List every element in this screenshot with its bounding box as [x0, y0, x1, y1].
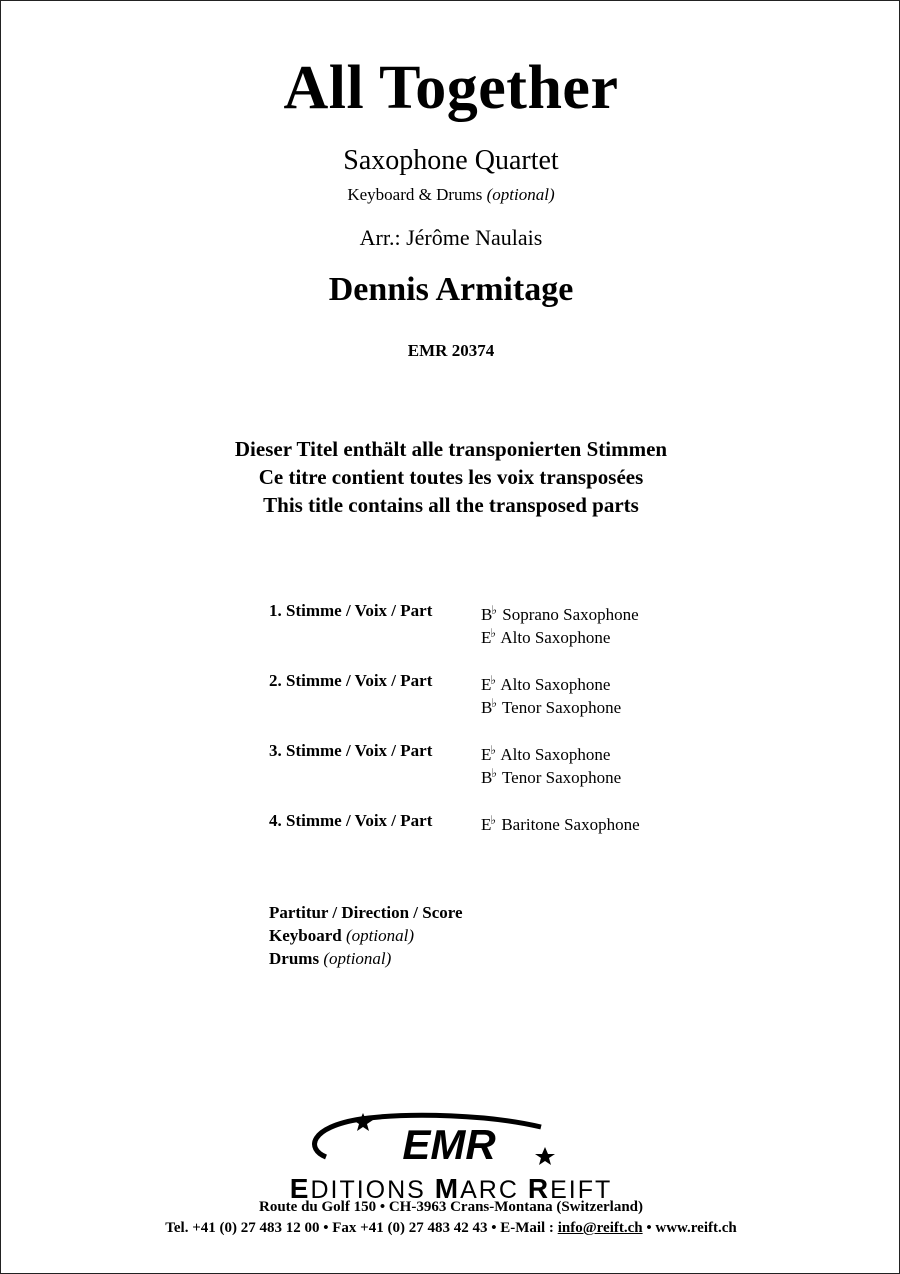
logo-text: EMR [402, 1121, 496, 1168]
publisher-contact: Tel. +41 (0) 27 483 12 00 • Fax +41 (0) 27 483 42 43 • E-Mail : info@reift.ch • www.reift.ch [165, 1220, 737, 1236]
part-label: 3. Stimme / Voix / Part [269, 741, 433, 760]
part-instrument: B♭ Soprano Saxophone [481, 603, 639, 624]
part-instruments [481, 671, 621, 717]
notice-line-de: Dieser Titel enthält alle transponierten Stimmen [234, 437, 668, 461]
part-instruments [481, 601, 639, 647]
flat-icon: ♭ [490, 673, 497, 687]
part-instrument: E♭ Alto Saxophone [481, 626, 611, 647]
optional-note: (optional) [486, 185, 555, 204]
part-instruments [481, 741, 621, 787]
part-instrument: E♭ Baritone Saxophone [481, 813, 640, 834]
part-label: 1. Stimme / Voix / Part [269, 601, 433, 620]
email-link[interactable]: info@reift.ch [557, 1220, 643, 1236]
score-item: Partitur / Direction / Score [269, 903, 463, 922]
optional-instruments-text: Keyboard & Drums [347, 185, 483, 204]
part-row [269, 811, 789, 841]
publisher-name: EDITIONS MARC REIFT [289, 1173, 613, 1204]
parts-list [269, 601, 789, 841]
publisher-address: Route du Golf 150 • CH-3963 Crans-Montana (Switzerland) [259, 1199, 643, 1215]
notice-line-fr: Ce titre contient toutes les voix transposées [258, 465, 644, 489]
flat-icon: ♭ [491, 696, 498, 710]
flat-icon: ♭ [490, 626, 497, 640]
drums-item: Drums (optional) [269, 949, 392, 968]
keyboard-item: Keyboard (optional) [269, 926, 414, 945]
part-instrument: E♭ Alto Saxophone [481, 743, 611, 764]
emr-logo [301, 1109, 601, 1169]
flat-icon: ♭ [491, 766, 498, 780]
catalog-number: EMR 20374 [407, 341, 495, 360]
part-row [269, 741, 789, 811]
part-instrument: E♭ Alto Saxophone [481, 673, 611, 694]
arranger-credit: Arr.: Jérôme Naulais [359, 225, 543, 250]
part-instrument: B♭ Tenor Saxophone [481, 696, 622, 717]
transposed-parts-notice [1, 435, 900, 519]
ensemble-subtitle: Saxophone Quartet [343, 145, 559, 176]
flat-icon: ♭ [490, 743, 497, 757]
part-label: 2. Stimme / Voix / Part [269, 671, 433, 690]
flat-icon: ♭ [491, 603, 498, 617]
notice-line-en: This title contains all the transposed parts [263, 493, 639, 517]
page-title: All Together [283, 54, 619, 122]
part-row [269, 601, 789, 671]
optional-instruments [1, 185, 900, 205]
part-instrument: B♭ Tenor Saxophone [481, 766, 622, 787]
part-label: 4. Stimme / Voix / Part [269, 811, 433, 830]
flat-icon: ♭ [490, 813, 497, 827]
additional-parts [269, 901, 463, 970]
star-icon [535, 1147, 555, 1165]
composer-name: Dennis Armitage [328, 271, 574, 308]
part-instruments [481, 811, 640, 834]
part-row [269, 671, 789, 741]
